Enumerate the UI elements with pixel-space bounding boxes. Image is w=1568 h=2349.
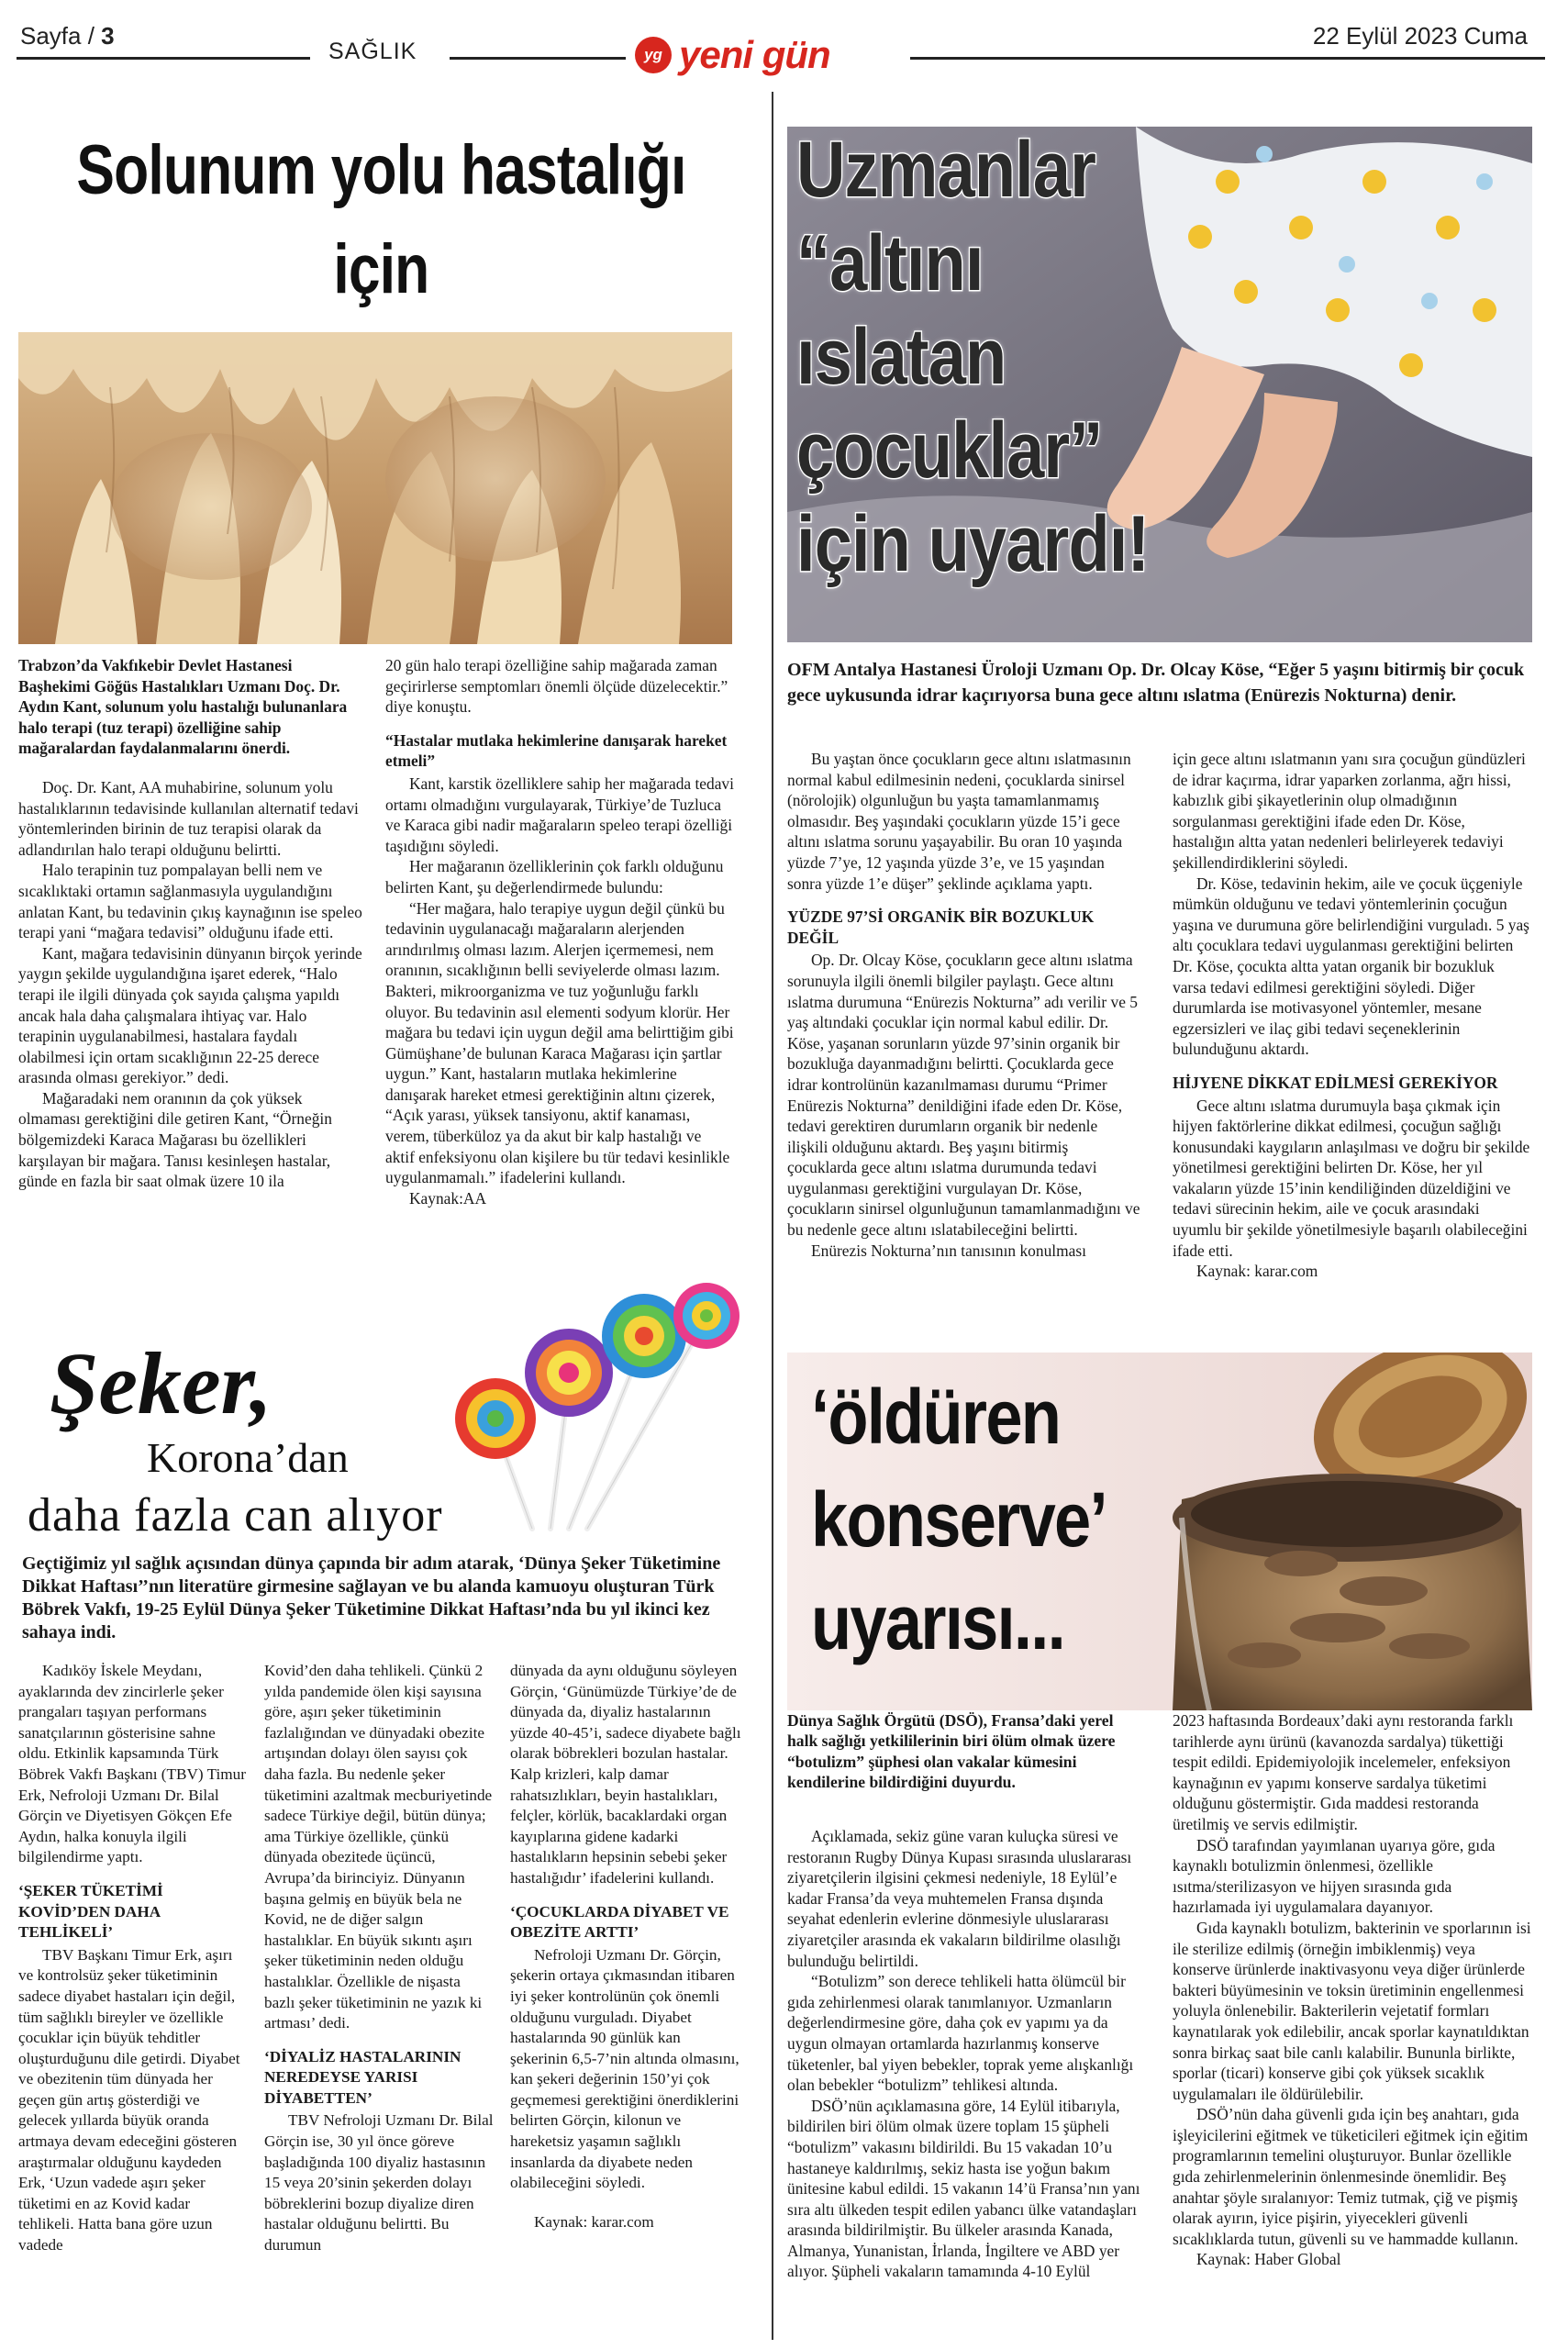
page-number: 3 bbox=[101, 22, 115, 50]
paragraph: “Her mağara, halo terapiye uygun değil çünkü bu tedavinin uygulanacağı mağaraların alerjenden arındırılmış olması lazım. Alerjen içermemesi, nem oranının, sıcaklığının belli seviyelerde olması lazım. Bakteri, mikroorganizma ve tuz yoğunluğu farklı oluyor. Bu tedavinin asıl elementi sodyum klorür. Her mağara bu tedavi için uygun değil ama belirttiğim gibi Gümüşhane’de bulunan Karaca Mağarası için şartlar uygun.” Kant, hastaların mutlaka hekimlerine danışarak hareket etmesi gerektiğinin altını çizerek, “Açık yarası, yüksek tansiyonu, aktif kanaması, verem, tüberküloz ya da akut bir kalp hastalığı ve aktif enfeksiyonu olan kişilere bu tür tedavi kesinlikle uygulanmamalı.” ifadelerini kullandı. bbox=[385, 898, 734, 1187]
subheading: ‘ŞEKER TÜKETİMİ KOVİD’DEN DAHA TEHLİKELİ’ bbox=[18, 1881, 163, 1942]
article3-headline-korona: Korona’dan bbox=[147, 1434, 349, 1481]
article4-headline: ‘öldüren konserve’ uyarısı... bbox=[811, 1374, 1106, 1665]
paragraph: Kadıköy İskele Meydanı, ayaklarında dev zincirlerle şeker prangaları taşıyan performans sanatçılarının gösterisine sahne oldu. Etkinlik kapsamında Türk Böbrek Vakfı Başkanı (TBV) Timur Erk, Nefroloji Uzmanı Dr. Bilal Görçin ve Diyetisyen Gökçen Efe Aydın, halka konuyla ilgili bilgilendirme yaptı. bbox=[18, 1662, 246, 1866]
newspaper-logo bbox=[635, 31, 901, 79]
header-rule bbox=[910, 57, 1545, 60]
paragraph: Kant, karstik özelliklere sahip her mağarada tedavi ortamı olmadığını vurgulayarak, Türkiye’de Tuzluca ve Karaca gibi nadir mağaraların speleo terapi özelliği taşıdığını söyledi. bbox=[385, 774, 734, 855]
logo-mark: yg bbox=[635, 37, 672, 73]
article3-headline-rest: daha fazla can alıyor bbox=[28, 1489, 443, 1542]
article2-lead: OFM Antalya Hastanesi Üroloji Uzmanı Op. Dr. Olcay Köse, “Eğer 5 yaşını bitirmiş bir çocuk gece uykusunda idrar kaçırıyorsa buna gece altını ıslatma (Enürezis Nokturna) denir. bbox=[787, 660, 1525, 706]
paragraph: Dr. Köse, tedavinin hekim, aile ve çocuk üçgeniyle mümkün olduğunu ve tedavi yöntemlerinin çocuğun yaşına ve durumuna göre belirlendiğini vurguladı. 5 yaş altı çocuklara tedavi uygulanması gerektiğini belirten Dr. Köse, çocukta altta yatan organik bir bozukluk varsa tedavi edilmesi gerektiğini söyledi. Diğer durumlarda ise motivasyonel yöntemler, mesane egzersizleri ve ilaç gibi tedavi seçeneklerinin bulunduğunu aktardı. bbox=[1173, 874, 1529, 1059]
paragraph: TBV Nefroloji Uzmanı Dr. Bilal Görçin ise, 30 yıl önce göreve başladığında 100 diyaliz hastasının 15 veya 20’sinin şekerden dolayı böbreklerini bozup diyalize diren hastalar olduğunu belirtti. Bu durumun bbox=[264, 2111, 494, 2254]
page-label: Sayfa / 3 bbox=[20, 22, 115, 50]
article2-column-1 bbox=[787, 749, 1141, 1261]
article4-column-1 bbox=[787, 1826, 1147, 2282]
paragraph: Doç. Dr. Kant, AA muhabirine, solunum yolu hastalıklarının tedavisinde kullanılan alternatif tedavi yöntemlerinden birinin de tuz terapisi olarak da adlandırılan halo terapi olduğunu belirtti. bbox=[18, 777, 359, 859]
paragraph: Bu yaştan önce çocukların gece altını ıslatmasının normal kabul edilmesinin nedeni, çocuklarda sinirsel (nörolojik) olgunluğun bu yaşta tamamlanmamış olmasıdır. Beş yaşındaki çocukların yüzde 15’i gece altını ıslatma sorunu yaşayabilir. Bu oran 10 yaşında yüzde 7’ye, 12 yaşında yüzde 3’e, ve 15 yaşından sonra yüzde 1’e düşer” şeklinde açıklama yaptı. bbox=[787, 750, 1131, 893]
paragraph: dünyada da aynı olduğunu söyleyen Görçin, ‘Günümüzde Türkiye’de de dünyada da, diyaliz hastalarının yüzde 40-45’i, sadece diyabete bağlı olarak böbrekleri bozulan hastalar. Kalp krizleri, kalp damar rahatsızlıkları, beyin hastalıkları, felçler, körlük, bacaklardaki organ kayıplarına gidene kadarki hastalıkların hepsinin sebebi şeker hastalığıdır’ ifadelerini kullandı. bbox=[510, 1662, 741, 1887]
paragraph: Op. Dr. Olcay Köse, çocukların gece altını ıslatma sorunuyla ilgili önemli bilgiler paylaştı. Gece altını ıslatma durumuna “Enürezis Nokturna” adı verilir ve 5 yaş altındaki çocuklar için normal kabul edilir. Dr. Köse, yaşanan sorunların yüzde 97’sinin organik bir bozukluğa dayanmadığını belirtti. Çocuklarda gece idrar kontrolünün kazanılmaması durumu “Primer Enürezis Nokturna” denildiğini ifade eden Dr. Köse, tedavi gerektiren durumların organik bir nedenle ilişkili olduğunu aktardı. Beş yaşını bitirmiş çocuklarda gece altını ıslatma durumunda tedavi uygulanması gerektiğini vurgulayan Dr. Köse, çocukların sinirsel olgunluğunun tamamlanmadığını ve bu nedenle gece altını ıslatabileceğini belirtti. bbox=[787, 951, 1140, 1240]
paragraph: DSÖ tarafından yayımlanan uyarıya göre, gıda kaynaklı botulizmin önlenmesi, özellikle ısıtma/sterilizasyon ve hijyen sırasında gıda hazırlamada iyi uygulamalara dayanıyor. bbox=[1173, 1835, 1496, 1917]
paragraph: Halo terapinin tuz pompalayan belli nem ve sıcaklıktaki ortamın sağlanmasıyla uygulandığını anlatan Kant, bu tedavinin çıkış kaynağının ise speleo terapi yani “mağara tedavisi” olduğunu ifade etti. bbox=[18, 861, 362, 942]
article3-headline-word: Şeker, bbox=[50, 1334, 272, 1432]
cave-photo bbox=[18, 332, 732, 644]
paragraph: Kant, mağara tedavisinin dünyanın birçok yerinde yaygın şekilde uygulandığına işaret ederek, “Halo terapi ile ilgili dünyada çok sayıda çalışma yapıldı ancak hala daha çalışmalara ihtiyaç var. Halo terapinin uygulanabilmesi, hastalara faydalı olabilmesi için ortam sıcaklığının 22-25 derece arasında olması gerekiyor.” dedi. bbox=[18, 943, 362, 1087]
paragraph: Her mağaranın özelliklerinin çok farklı olduğunu belirten Kant, şu değerlendirmede bulundu: bbox=[385, 857, 724, 896]
subheading: “Hastalar mutlaka hekimlerine danışarak hareket etmeli” bbox=[385, 730, 728, 771]
paragraph: Gece altını ıslatma durumuyla başa çıkmak için hijyen faktörlerine dikkat edilmesi, çocuğun sağlığı konusundaki kaygıların anlaşılması ve doğru bir şekilde yönetilmesi gerektiğini belirten Dr. Köse, her yıl vakaların yüzde 15’inin kendiliğinden düzeldiğini ve tedavi sürecinin hekim, aile ve çocuk arasındaki uyumlu bir şekilde yönetilmesiyle başarılı olabileceğini ifade etti. bbox=[1173, 1096, 1530, 1260]
article2-headline: Uzmanlar “altını ıslatan çocuklar” için uyardı! bbox=[796, 126, 1150, 588]
article3-column-1 bbox=[18, 1661, 248, 2256]
article1-headline: Solunum yolu hastalığı için bbox=[76, 131, 686, 308]
article-source: Kaynak: karar.com bbox=[534, 2212, 654, 2231]
paragraph: DSÖ’nün daha güvenli gıda için beş anahtarı, gıda işleyicilerini eğitmek ve tüketicileri eğitmek için eğitim programlarının temelini oluşturuyor. Bunlar özellikle gıda zehirlenmelerinin önlenmesinde önemlidir. Beş anahtar şöyle sıralanıyor: Temiz tutmak, çiğ ve pişmiş olarak ayırın, iyice pişirin, yiyecekleri güvenli sıcaklıklarda tutun, güvenli su ve hammadde kullanın. bbox=[1173, 2105, 1529, 2248]
article2-column-2 bbox=[1173, 749, 1530, 1282]
logo-text: yeni gün bbox=[679, 33, 830, 76]
paragraph: 20 gün halo terapi özelliğine sahip mağarada zaman geçirirlerse semptomları önemli ölçüde düzelecektir.” diye konuştu. bbox=[385, 656, 728, 717]
column-divider bbox=[772, 92, 773, 2340]
paragraph: için gece altını ıslatmanın yanı sıra çocuğun gündüzleri de idrar kaçırma, idrar yaparken zorlanma, ağrı hissi, kabızlık gibi şikayetlerinin olup olmadığının sorgulanması gerektiğini ifade eden Dr. Köse, hastalığın altta yatan nedenleri belirleyerek tedaviyi şekillendirdiklerini söyledi. bbox=[1173, 750, 1526, 872]
paragraph: TBV Başkanı Timur Erk, aşırı ve kontrolsüz şeker tüketiminin sadece diyabet hastaları için değil, tüm sağlıklı bireyler ve özellikle çocuklar için büyük tehditler oluşturduğunu dile getirdi. Diyabet ve obezitenin tüm dünyada her geçen gün artış gösterdiği ve gelecek yıllarda büyük oranda artmaya devam edeceğini gösteren araştırmalar olduğunu kaydeden Erk, ‘Uzun vadede aşırı şeker tüketimi en az Kovid kadar tehlikeli. Hatta bana göre uzun vadede bbox=[18, 1945, 240, 2254]
paragraph: Gıda kaynaklı botulizm, bakterinin ve sporlarının isi ile sterilize edilmiş (örneğin imbiklenmiş) veya konserve ürünlerde inaktivasyonu veya diğer ürünlerde bakteri büyümesinin ve toksin üretiminin engellenmesi yoluyla önlenebilir. Bakterilerin vejetatif formları kaynatılarak yok edilebilir, ancak sporlar kaynatıldıktan sonra birkaç saat bile canlı kalabilir. Bununla birlikte, sporlar (ticari) konserve gibi çok yüksek sıcaklık uygulamaları ile öldürülebilir. bbox=[1173, 1918, 1531, 2103]
paragraph: Açıklamada, sekiz güne varan kuluçka süresi ve restoranın Rugby Dünya Kupası sırasında uluslararası ziyaretçilerin ilgisini çekmesi nedeniyle, 18 Eylül’e kadar Fransa’da veya muhtemelen Fransa dışında seyahat edenlerin evlerine dönmesiyle uluslararası ziyaretçiler arasında ek vakaların bildirilme olasılığı bulunduğu belirtildi. bbox=[787, 1827, 1132, 1970]
paragraph: Kovid’den daha tehlikeli. Çünkü 2 yılda pandemide ölen kişi sayısına göre, aşırı şeker tüketiminin fazlalığından ve dünyadaki obezite artışından dolayı ölen sayısı çok daha fazla. Bu nedenle şeker tüketimini azaltmak mecburiyetinde sadece Türkiye değil, bütün dünya; ama Türkiye özellikle, çünkü dünyada obezitede üçüncü, Avrupa’da birinciyiz. Dünyanın başına gelmiş en büyük bela ne Kovid, ne de diğer salgın hastalıklar. En büyük sıkıntı aşırı şeker tüketiminin neden olduğu hastalıklar. Özellikle de nişasta bazlı şeker tüketiminin ne yazık ki artması’ dedi. bbox=[264, 1662, 493, 2032]
article4-column-2 bbox=[1173, 1710, 1532, 2270]
subheading: ‘DİYALİZ HASTALARININ NEREDEYSE YARISI DİYABETTEN’ bbox=[264, 2047, 462, 2107]
section-label: SAĞLIK bbox=[328, 39, 417, 64]
article3-column-2 bbox=[264, 1661, 494, 2256]
article3-lead: Geçtiğimiz yıl sağlık açısından dünya çapında bir adım atarak, ‘Dünya Şeker Tüketimine Dikkat Haftası’’nın literatüre girmesine sağlayan ve bu alanda kamuoyu oluşturan Türk Böbrek Vakfı, 19-25 Eylül Dünya Şeker Tüketimine Dikkat Haftası’nda bu yıl ikinci kez sahaya indi. bbox=[22, 1553, 721, 1642]
paragraph: Mağaradaki nem oranının da çok yüksek olmaması gerektiğini dile getiren Kant, “Örneğin bölgemizdeki Karaca Mağarası bu özellikleri karşılayan bir mağara. Tanısı kesinleşen hastalar, günde en fazla bir saat olmak üzere 10 ila bbox=[18, 1088, 332, 1191]
article1-column-1 bbox=[18, 655, 367, 1192]
paragraph: Enürezis Nokturna’nın tanısının konulması bbox=[811, 1241, 1086, 1260]
paragraph: Nefroloji Uzmanı Dr. Görçin, şekerin ortaya çıkmasından itibaren iyi şeker kontrolünün çok önemli olduğunu vurguladı. Diyabet hastalarında 90 günlük kan şekerinin 6,5-7’nin altında olmasını, kan şekeri değerinin 150’yi çok geçmemesi gerektiğini önerdiklerini belirten Görçin, kilonun ve hareketsiz yaşamın sağlıklı insanlarda da diyabete neden olabileceğini söyledi. bbox=[510, 1945, 740, 2192]
header-rule bbox=[17, 57, 310, 60]
issue-date: 22 Eylül 2023 Cuma bbox=[1312, 22, 1528, 50]
article-source: Kaynak:AA bbox=[409, 1188, 487, 1208]
subheading: ‘ÇOCUKLARDA DİYABET VE OBEZİTE ARTTI’ bbox=[510, 1902, 729, 1942]
article-source: Kaynak: Haber Global bbox=[1196, 2250, 1341, 2269]
paragraph: “Botulizm” son derece tehlikeli hatta ölümcül bir gıda zehirlenmesi olarak tanımlanıyor. Uzmanların değerlendirmesine göre, daha çok ev yapımı ya da uygun olmayan ortamlarda hazırlanmış konserve tüketenler, bal yiyen bebekler, toprak yeme alışkanlığı olan bebekler “botulizm” tehlikesi altında. bbox=[787, 1972, 1134, 2095]
subheading: HİJYENE DİKKAT EDİLMESİ GEREKİYOR bbox=[1173, 1073, 1498, 1092]
cave-stalactite-image bbox=[18, 332, 732, 644]
article1-column-2 bbox=[385, 655, 734, 1208]
paragraph: 2023 haftasında Bordeaux’daki aynı restoranda farklı tarihlerde aynı ürünü (kavanozda sardalya) tükettiği tespit edildi. Epidemiyolojik incelemeler, enfeksiyon kaynağının ev yapımı konserve sardalya tüketimi olduğunu göstermiştir. Gıda maddesi restoranda üretilmiş ve servis edilmiştir. bbox=[1173, 1711, 1514, 1833]
paragraph: DSÖ’nün açıklamasına göre, 14 Eylül itibarıyla, bildirilen biri ölüm olmak üzere toplam 15 şüpheli “botulizm” vakasını bildirildi. Bu 15 vakadan 10’u hastaneye kaldırılmış, sekiz hasta ise yoğun bakım ünitesine kabul edildi. 15 vakanın 14’ü Fransa’nın yanı sıra altı ülkeden tespit edilen yabancı ülke vatandaşları arasında bildirilmiştir. Bu ülkeler arasında Kanada, Almanya, Yunanistan, İrlanda, İngiltere ve ABD yer alıyor. Şüpheli vakaların tamamında 4-10 Eylül bbox=[787, 2096, 1140, 2281]
header-rule bbox=[450, 57, 626, 60]
article4-lead: Dünya Sağlık Örgütü (DSÖ), Fransa’daki yerel halk sağlığı yetkililerinin biri ölüm olmak üzere “botulizm” şüphesi olan vakalar kümesini kendilerine bildirdiğini duyurdu. bbox=[787, 1711, 1116, 1792]
subheading: YÜZDE 97’Sİ ORGANİK BİR BOZUKLUK DEĞİL bbox=[787, 907, 1095, 947]
article3-column-3 bbox=[510, 1661, 741, 2232]
lollipops-image bbox=[431, 1281, 743, 1538]
article-source: Kaynak: karar.com bbox=[1196, 1262, 1318, 1281]
article1-lead: Trabzon’da Vakfıkebir Devlet Hastanesi Başhekimi Göğüs Hastalıkları Uzmanı Doç. Dr. Aydın Kant, solunum yolu hastalığı bulunanlara halo terapi (tuz terapi) özelliğine sahip mağaralardan faydalanmalarını önerdi. bbox=[18, 656, 348, 758]
